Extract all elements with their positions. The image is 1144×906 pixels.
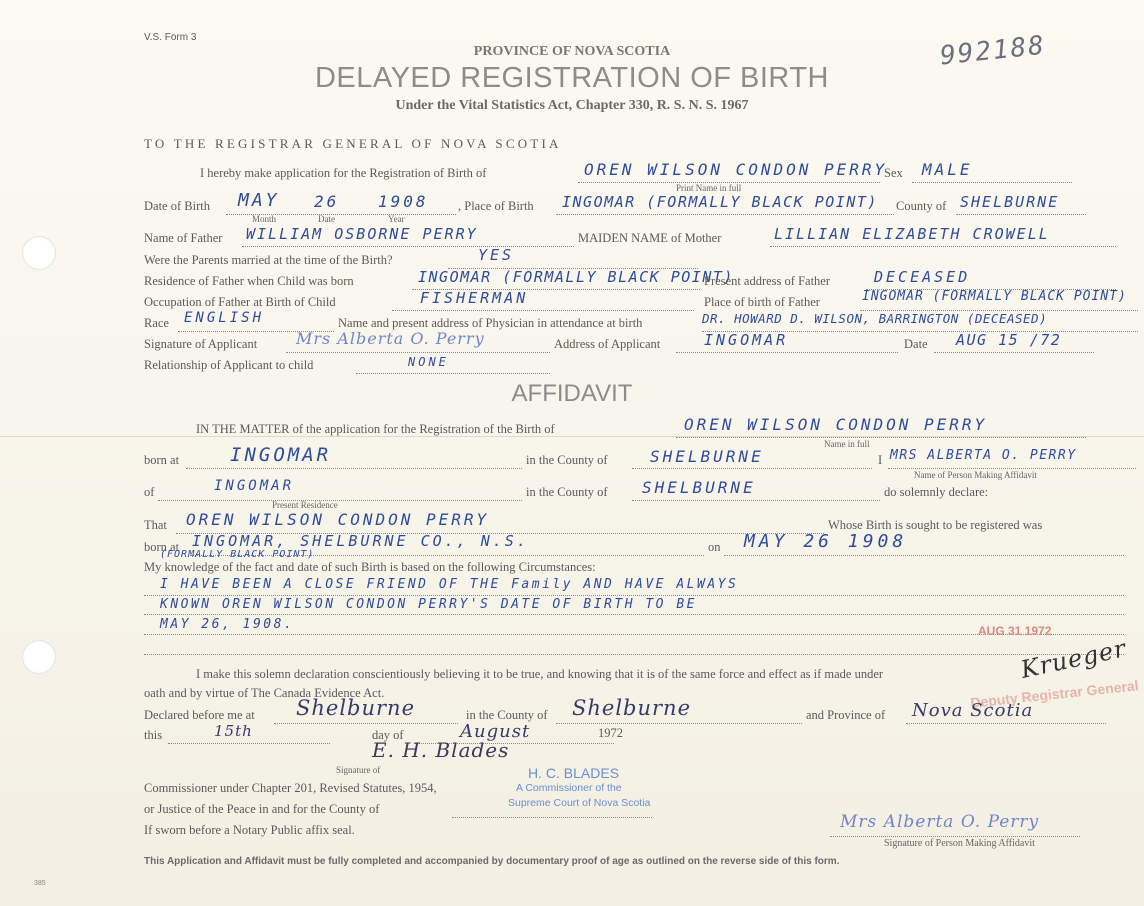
present-residence-caption: Present Residence [272, 500, 338, 510]
form-number: V.S. Form 3 [144, 32, 197, 43]
county-value: SHELBURNE [960, 193, 1060, 211]
commissioner-line-2: or Justice of the Peace in and for the County of [144, 802, 380, 816]
in-county-label: in the County of [466, 708, 548, 722]
present-father-value: DECEASED [874, 268, 971, 286]
notary-note: If sworn before a Notary Public affix seal. [144, 823, 355, 837]
child-name: OREN WILSON CONDON PERRY [584, 160, 888, 179]
born-at-2-value: INGOMAR, SHELBURNE CO., N.S. [192, 532, 529, 550]
relationship-label: Relationship of Applicant to child [144, 358, 314, 372]
married-label: Were the Parents married at the time of the Birth? [144, 253, 393, 267]
this-day-value: 15th [214, 722, 253, 740]
pob-father-label: Place of birth of Father [704, 295, 820, 309]
document-subtitle: Under the Vital Statistics Act, Chapter 330, R. S. N. S. 1967 [395, 98, 749, 113]
footer-number: 385 [34, 880, 46, 887]
circumstance-line-3: MAY 26, 1908. [160, 617, 295, 632]
day-of-label: day of [372, 728, 404, 742]
physician-value: DR. HOWARD D. WILSON, BARRINGTON (DECEASED) [702, 311, 1048, 326]
county-value-1: SHELBURNE [650, 447, 764, 466]
dob-month: MAY [238, 190, 280, 211]
commissioner-signature: E. H. Blades [372, 738, 510, 762]
affiant-signature-caption: Signature of Person Making Affidavit [884, 838, 1035, 849]
born-at-2-label: born at [144, 540, 180, 554]
father-label: Name of Father [144, 231, 223, 245]
addr-applicant-label: Address of Applicant [554, 337, 661, 351]
declare-text: do solemnly declare: [884, 485, 989, 499]
stamp-name: H. C. BLADES [528, 765, 620, 781]
year-caption: Year [388, 214, 405, 224]
occupation-label: Occupation of Father at Birth of Child [144, 295, 336, 309]
year-value: 1972 [598, 726, 623, 740]
solemn-line-2: oath and by virtue of The Canada Evidence Act. [144, 686, 385, 700]
circumstance-line-1: I HAVE BEEN A CLOSE FRIEND OF THE Family AND HAVE ALWAYS [160, 577, 739, 592]
i-label: I [878, 453, 883, 467]
res-father-label: Residence of Father when Child was born [144, 274, 354, 288]
affidavit-heading: AFFIDAVIT [511, 380, 633, 407]
circumstance-line-2: KNOWN OREN WILSON CONDON PERRY'S DATE OF BIRTH TO BE [160, 597, 697, 612]
registrar-signature: Krueger [1018, 634, 1129, 684]
of-value: INGOMAR [214, 478, 295, 494]
on-value: MAY 26 1908 [744, 531, 908, 552]
name-caption: Print Name in full [676, 183, 742, 193]
addr-applicant-value: INGOMAR [704, 331, 789, 349]
occupation-value: FISHERMAN [420, 289, 529, 307]
present-father-label: Present address of Father [704, 274, 831, 288]
received-stamp-date: AUG 31 1972 [978, 624, 1052, 638]
mother-label: MAIDEN NAME of Mother [578, 231, 722, 245]
document-title: DELAYED REGISTRATION OF BIRTH [314, 62, 829, 94]
stamp-line-2: Supreme Court of Nova Scotia [508, 797, 651, 809]
that-name: OREN WILSON CONDON PERRY [186, 510, 490, 529]
in-county-value: Shelburne [572, 696, 692, 720]
place-of-birth: INGOMAR (FORMALLY BLACK POINT) [562, 193, 878, 211]
of-label: of [144, 485, 155, 499]
intro-label: I hereby make application for the Registration of Birth of [200, 166, 487, 180]
name-in-full-caption: Name in full [824, 439, 870, 449]
declared-at-value: Shelburne [296, 696, 416, 720]
sex-value: MALE [922, 160, 973, 179]
punch-hole [22, 236, 56, 270]
affiant-caption: Name of Person Making Affidavit [914, 470, 1037, 480]
stamp-line-1: A Commissioner of the [516, 782, 622, 794]
signature-of-caption: Signature of [336, 765, 381, 775]
dob-date: 26 [314, 192, 340, 211]
month-value: August [460, 721, 531, 742]
declared-label: Declared before me at [144, 708, 255, 722]
that-label: That [144, 518, 167, 532]
pob-father-value: INGOMAR (FORMALLY BLACK POINT) [862, 289, 1127, 304]
father-name: WILLIAM OSBORNE PERRY [246, 225, 478, 243]
date-caption: Date [318, 214, 335, 224]
dob-year: 1908 [378, 192, 429, 211]
race-value: ENGLISH [184, 310, 265, 326]
mother-name: LILLIAN ELIZABETH CROWELL [774, 225, 1050, 243]
commissioner-line-1: Commissioner under Chapter 201, Revised Statutes, 1954, [144, 781, 437, 795]
affiant-signature: Mrs Alberta O. Perry [840, 812, 1040, 832]
knowledge-text: My knowledge of the fact and date of such Birth is based on the following Circumstances: [144, 560, 596, 574]
province-label: and Province of [806, 708, 886, 722]
formally-note: (FORMALLY BLACK POINT) [160, 549, 315, 560]
pob-label: , Place of Birth [458, 199, 534, 213]
county-label-2: in the County of [526, 485, 608, 499]
received-stamp-text: Deputy Registrar General [969, 677, 1140, 711]
date-label: Date [904, 337, 928, 351]
applicant-signature: Mrs Alberta O. Perry [296, 329, 485, 348]
county-label-1: in the County of [526, 453, 608, 467]
affiant-name: MRS ALBERTA O. PERRY [890, 448, 1077, 463]
born-at-label: born at [144, 453, 180, 467]
month-caption: Month [252, 214, 277, 224]
address-line: TO THE REGISTRAR GENERAL OF NOVA SCOTIA [144, 136, 562, 151]
sought-text: Whose Birth is sought to be registered was [828, 518, 1043, 532]
matter-name: OREN WILSON CONDON PERRY [684, 415, 988, 434]
sex-label: Sex [884, 166, 903, 180]
date-value: AUG 15 /72 [956, 331, 1062, 349]
this-label: this [144, 728, 163, 742]
matter-label: IN THE MATTER of the application for the Registration of the Birth of [196, 422, 555, 436]
solemn-line-1: I make this solemn declaration conscientiously believing it to be true, and knowing that it is of the same force and effect as if made under [196, 667, 884, 681]
county-value-2: SHELBURNE [642, 478, 756, 497]
sig-applicant-label: Signature of Applicant [144, 337, 258, 351]
born-at-value: INGOMAR [230, 444, 332, 466]
county-label: County of [896, 199, 947, 213]
relationship-value: NONE [408, 355, 449, 369]
on-label: on [708, 540, 721, 554]
race-label: Race [144, 316, 169, 330]
serial-number: 992188 [938, 30, 1048, 72]
punch-hole [22, 640, 56, 674]
footer-note: This Application and Affidavit must be fully completed and accompanied by documentary proof of age as outlined on the reverse side of this form. [144, 856, 840, 867]
dob-label: Date of Birth [144, 199, 210, 213]
physician-label: Name and present address of Physician in attendance at birth [338, 316, 643, 330]
province-value: Nova Scotia [912, 700, 1034, 721]
married-value: YES [478, 246, 515, 264]
province-heading: PROVINCE OF NOVA SCOTIA [473, 44, 671, 59]
res-father-value: INGOMAR (FORMALLY BLACK POINT) [418, 268, 734, 286]
